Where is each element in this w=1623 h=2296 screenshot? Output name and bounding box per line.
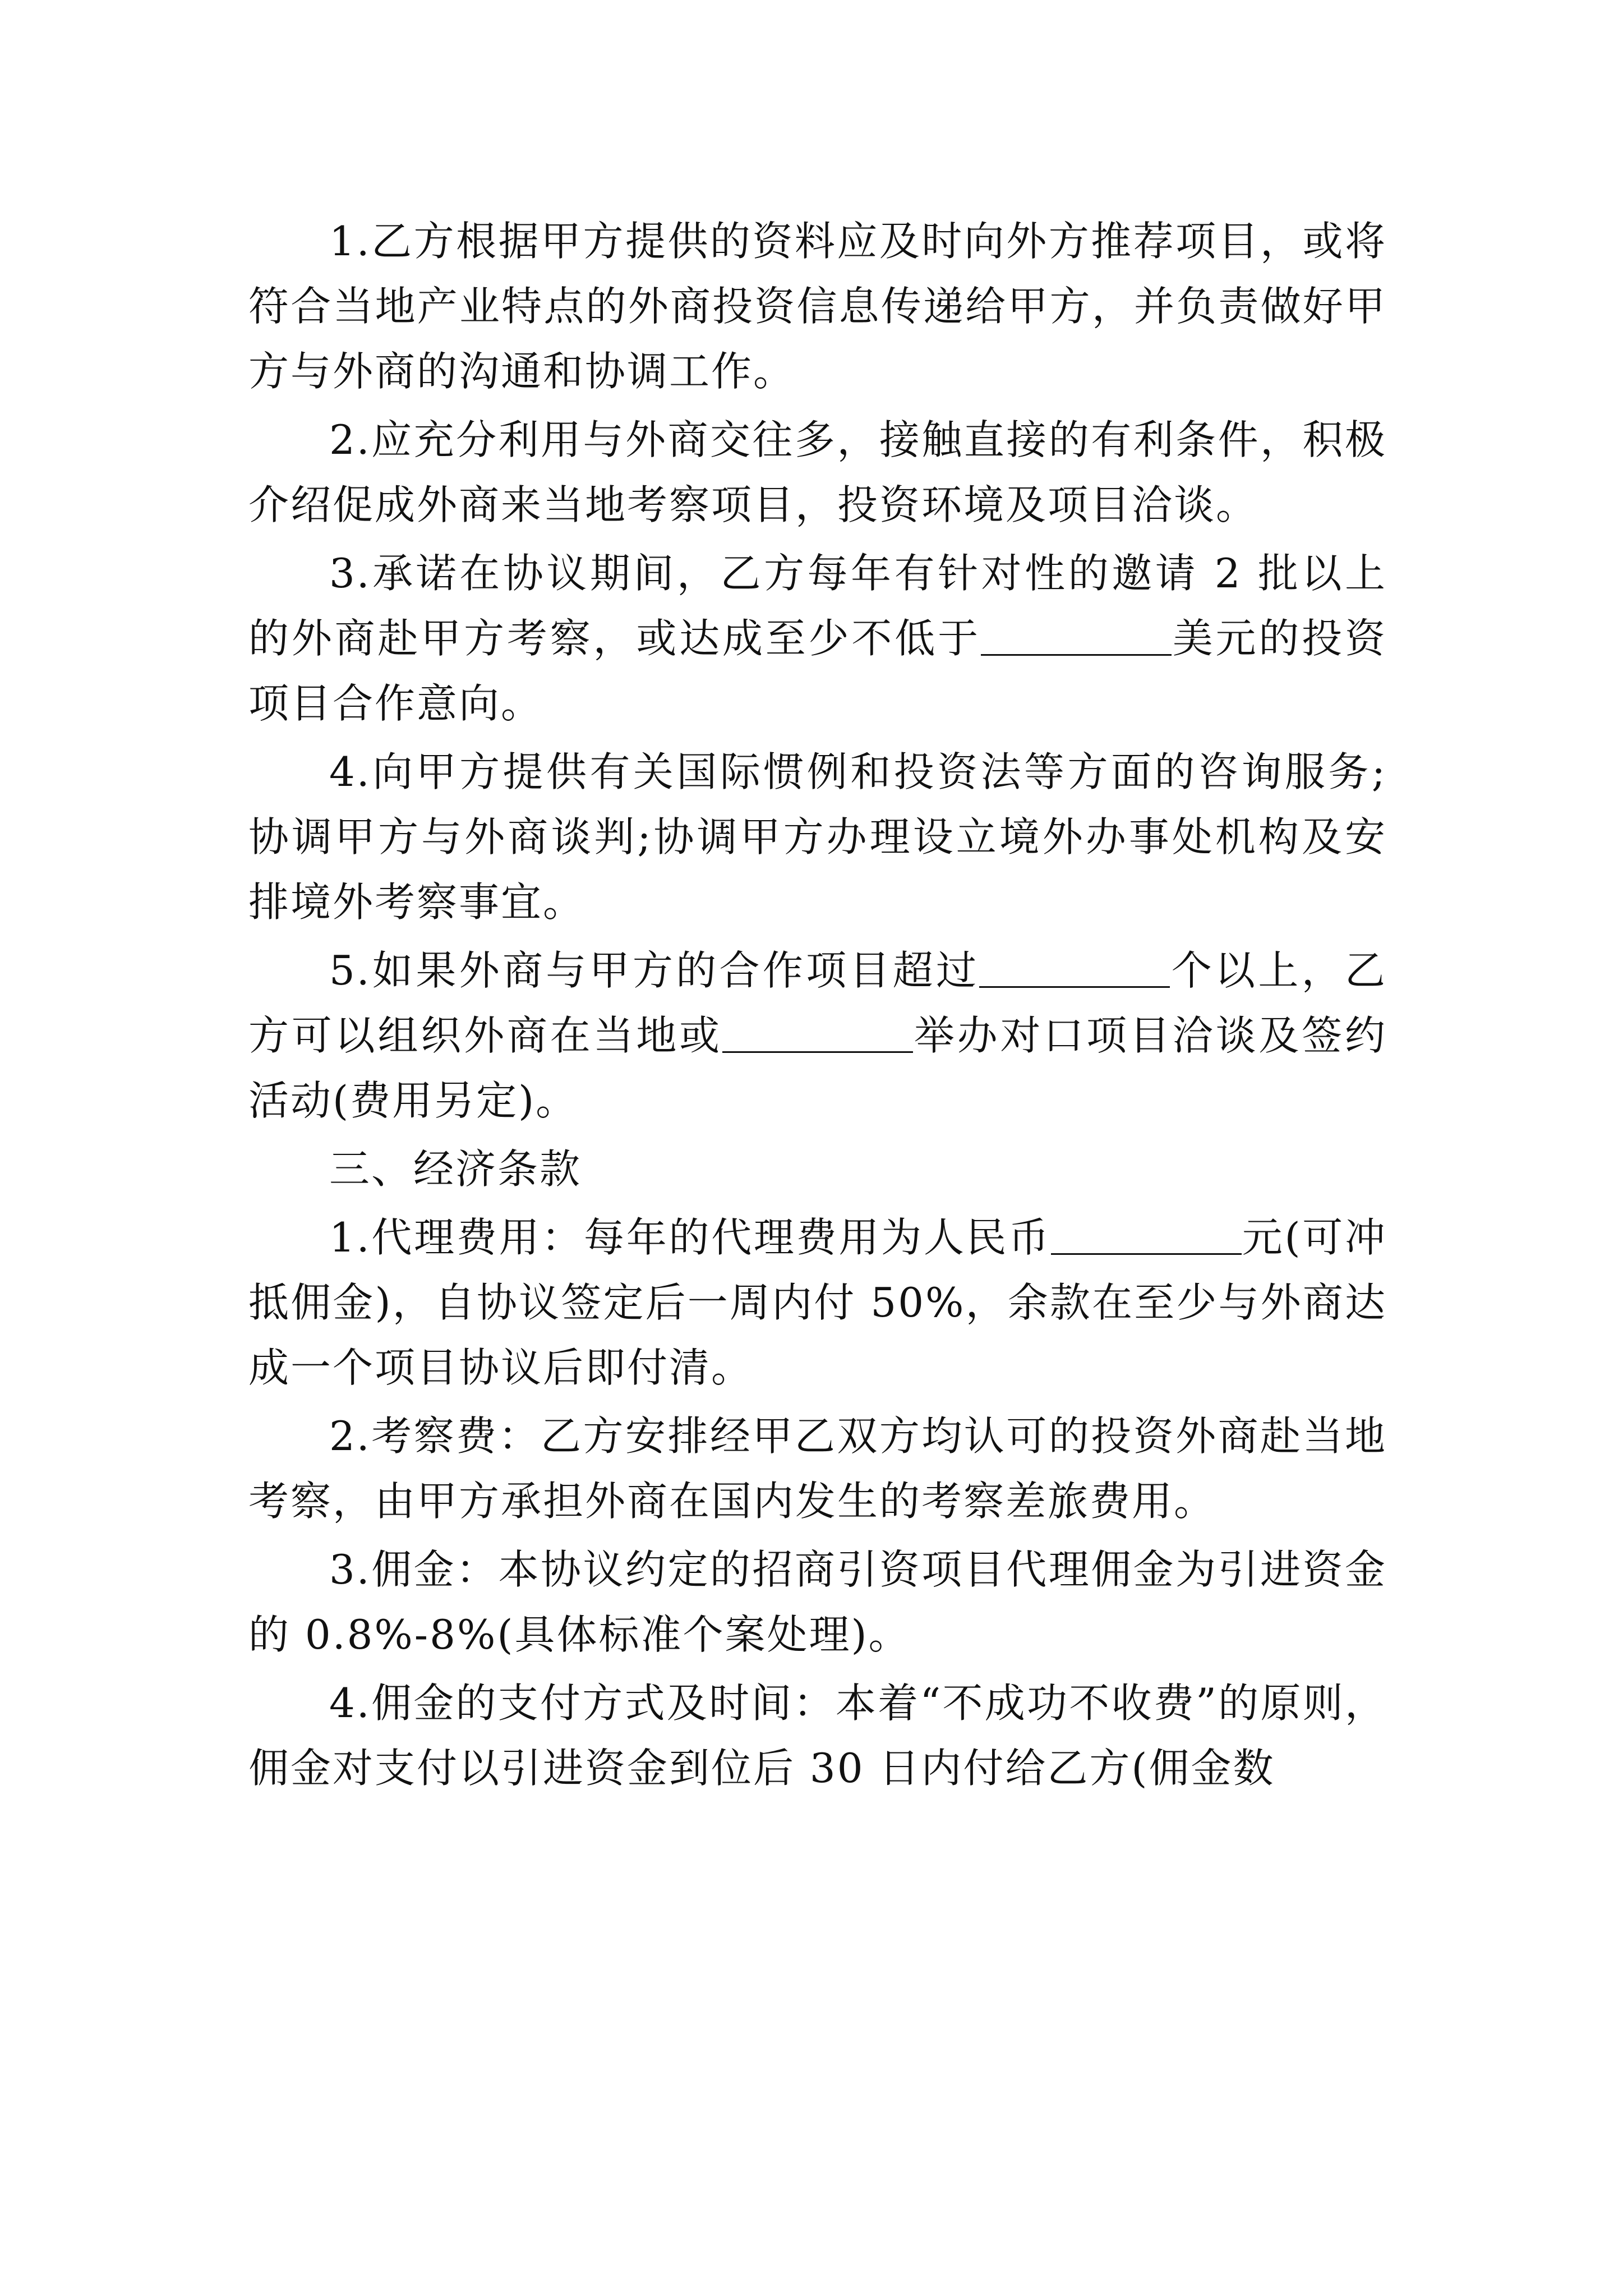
clause-b3: [248, 541, 1387, 736]
fill-blank-agency-fee[interactable]: [1051, 1213, 1242, 1255]
clause-b3-text-1: 3.承诺在协议期间，乙方每年有针对性的邀请 2 批以上的外商赴甲方考察，或达成至少不低于: [248, 550, 1387, 662]
clause-b1-text: 1.乙方根据甲方提供的资料应及时向外方推荐项目，或将符合当地产业特点的外商投资信息传递给甲方，并负责做好甲方与外商的沟通和协调工作。: [248, 218, 1387, 395]
fill-blank-venue[interactable]: [722, 1011, 913, 1053]
clause-c2: [248, 1404, 1387, 1534]
clause-c4: [248, 1671, 1387, 1801]
document-body: [248, 209, 1387, 1804]
clause-c2-text: 2.考察费：乙方安排经甲乙双方均认可的投资外商赴当地考察，由甲方承担外商在国内发生的考察差旅费用。: [248, 1412, 1387, 1525]
clause-b2-text: 2.应充分利用与外商交往多，接触直接的有利条件，积极介绍促成外商来当地考察项目，投资环境及项目洽谈。: [248, 416, 1387, 528]
clause-b5-text-2: 个以上，乙方可以组织外商在当地或: [248, 947, 1387, 1059]
clause-c3: [248, 1537, 1387, 1667]
section-heading-economic-terms: [248, 1137, 1387, 1202]
clause-b5: [248, 938, 1387, 1133]
clause-c1: [248, 1205, 1387, 1400]
clause-b3-text-2: 美元的投资项目合作意向。: [248, 615, 1387, 727]
clause-c1-text-1: 1.代理费用：每年的代理费用为人民币: [329, 1214, 1052, 1261]
clause-b5-text-1: 5.如果外商与甲方的合作项目超过: [329, 947, 980, 994]
clause-b4-text: 4.向甲方提供有关国际惯例和投资法等方面的咨询服务;协调甲方与外商谈判;协调甲方办理设立境外办事处机构及安排境外考察事宜。: [248, 748, 1387, 926]
clause-c4-text: 4.佣金的支付方式及时间：本着“不成功不收费”的原则，佣金对支付以引进资金到位后 30 日内付给乙方(佣金数: [248, 1680, 1387, 1792]
clause-b1: [248, 209, 1387, 404]
section-heading-text: 三、经济条款: [329, 1145, 582, 1193]
clause-c1-text-2: 元(可冲抵佣金)，自协议签定后一周内付 50%，余款在至少与外商达成一个项目协议后即付清。: [248, 1214, 1387, 1391]
clause-b5-text-3: 举办对口项目洽谈及签约活动(费用另定)。: [248, 1012, 1387, 1124]
fill-blank-project-count[interactable]: [979, 946, 1170, 988]
clause-b4: [248, 739, 1387, 935]
fill-blank-investment-amount[interactable]: [981, 614, 1172, 656]
clause-b2: [248, 407, 1387, 537]
clause-c3-text: 3.佣金：本协议约定的招商引资项目代理佣金为引进资金的 0.8%-8%(具体标准个案处理)。: [248, 1546, 1387, 1658]
